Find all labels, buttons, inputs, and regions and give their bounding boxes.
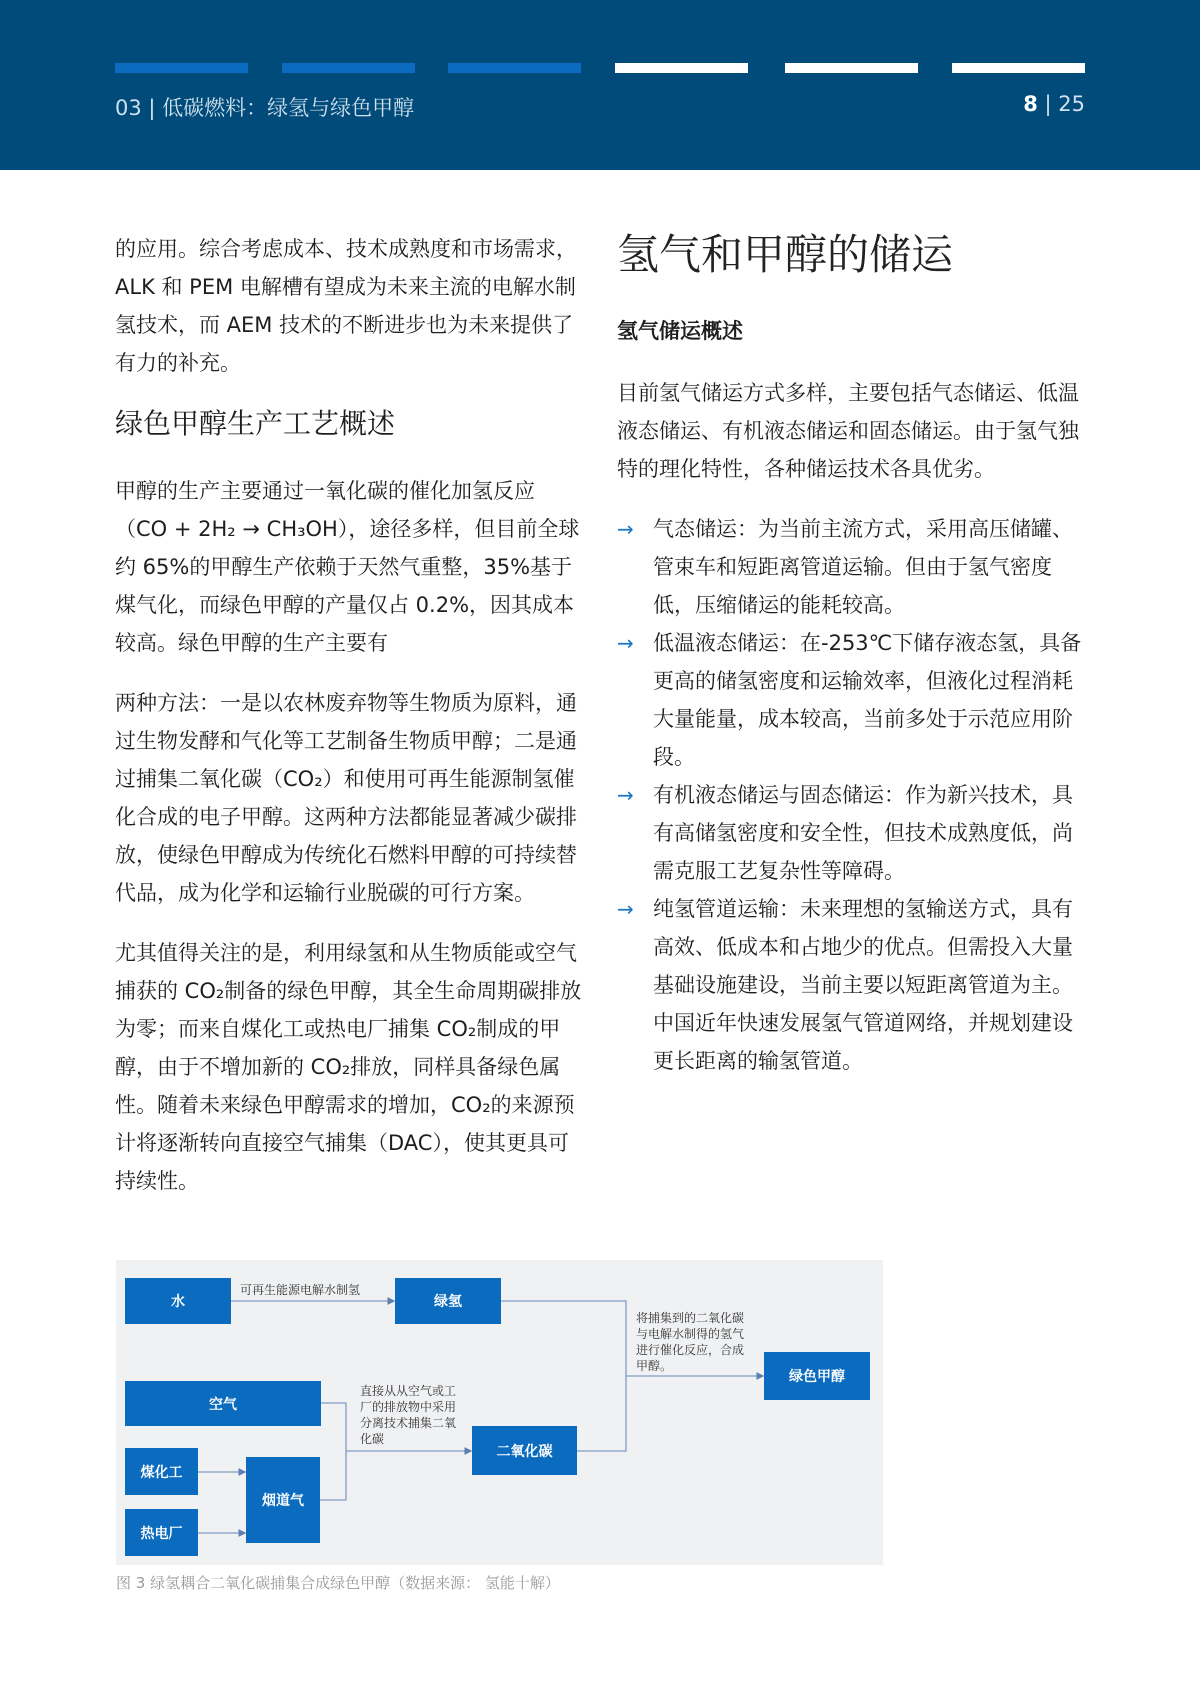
section-heading: 绿色甲醇生产工艺概述	[115, 407, 396, 440]
node-flue-gas: 烟道气	[246, 1457, 320, 1543]
node-air: 空气	[125, 1381, 321, 1426]
connector-air-flue	[320, 1403, 346, 1500]
bullet-item	[617, 890, 1087, 1080]
label-capture: 直接从从空气或工厂的排放物中采用分离技术捕集二氧化碳	[360, 1384, 457, 1446]
progress-segment	[448, 63, 581, 73]
bullet-item	[617, 624, 1087, 776]
paragraph: 的应用。综合考虑成本、技术成熟度和市场需求，ALK 和 PEM 电解槽有望成为未来主流的电解水制氢技术，而 AEM 技术的不断进步也为未来提供了有力的补充。	[115, 237, 577, 375]
right-column	[617, 228, 1087, 1080]
progress-segment	[615, 63, 748, 73]
arrow-right-icon: →	[617, 783, 634, 807]
page-number	[1023, 92, 1085, 116]
bullet-item	[617, 510, 1087, 624]
label-electrolysis: 可再生能源电解水制氢	[240, 1283, 361, 1297]
node-coal-chemical: 煤化工	[125, 1448, 198, 1495]
page-current: 8	[1023, 92, 1038, 116]
page-separator: |	[1037, 92, 1059, 116]
node-green-hydrogen: 绿氢	[395, 1278, 501, 1324]
page-header	[0, 0, 1200, 170]
progress-segment	[282, 63, 415, 73]
left-column	[115, 230, 585, 1222]
paragraph: 甲醇的生产主要通过一氧化碳的催化加氢反应（CO + 2H₂ → CH₃OH），途径多样，但目前全球约 65%的甲醇生产依赖于天然气重整，35%基于煤气化，而绿色甲醇的产量仅占 0.2%，因其成本较高。绿色甲醇的生产主要有	[115, 479, 580, 655]
progress-segment	[115, 63, 248, 73]
section-title: 03 | 低碳燃料：绿氢与绿色甲醇	[115, 96, 415, 120]
arrow-right-icon: →	[617, 897, 634, 921]
label-synthesis: 将捕集到的二氧化碳与电解水制得的氢气进行催化反应，合成甲醇。	[636, 1311, 745, 1373]
paragraph: 尤其值得关注的是，利用绿氢和从生物质能或空气捕获的 CO₂制备的绿色甲醇，其全生命周期碳排放为零；而来自煤化工或热电厂捕集 CO₂制成的甲醇，由于不增加新的 CO₂排放，同样具备绿色属性。随着未来绿色甲醇需求的增加，CO₂的来源预计将逐渐转向直接空气捕集（DAC），使其更具可持续性。	[115, 941, 582, 1193]
progress-segment	[952, 63, 1085, 73]
node-power-plant: 热电厂	[125, 1509, 198, 1556]
bullet-text: 纯氢管道运输：未来理想的氢输送方式，具有高效、低成本和占地少的优点。但需投入大量基础设施建设，当前主要以短距离管道为主。中国近年快速发展氢气管道网络，并规划建设更长距离的输氢管道。	[653, 897, 1073, 1073]
node-water: 水	[125, 1278, 231, 1324]
node-co2: 二氧化碳	[472, 1426, 577, 1475]
bullet-text: 气态储运：为当前主流方式，采用高压储罐、管束车和短距离管道运输。但由于氢气密度低，压缩储运的能耗较高。	[653, 517, 1073, 617]
node-green-methanol: 绿色甲醇	[764, 1352, 870, 1400]
figure-caption: 图 3 绿氢耦合二氧化碳捕集合成绿色甲醇（数据来源： 氢能十解）	[116, 1574, 560, 1592]
page-total: 25	[1058, 92, 1085, 116]
arrow-right-icon: →	[617, 517, 634, 541]
bullet-text: 低温液态储运：在-253℃下储存液态氢，具备更高的储氢密度和运输效率，但液化过程消耗大量能量，成本较高，当前多处于示范应用阶段。	[653, 631, 1082, 769]
bullet-text: 有机液态储运与固态储运：作为新兴技术，具有高储氢密度和安全性，但技术成熟度低，尚需克服工艺复杂性等障碍。	[653, 783, 1073, 883]
progress-segment	[785, 63, 918, 73]
page-title: 氢气和甲醇的储运	[617, 230, 954, 279]
paragraph: 目前氢气储运方式多样，主要包括气态储运、低温液态储运、有机液态储运和固态储运。由于氢气独特的理化特性，各种储运技术各具优劣。	[617, 381, 1079, 481]
subheading: 氢气储运概述	[617, 319, 743, 343]
paragraph: 两种方法：一是以农林废弃物等生物质为原料，通过生物发酵和气化等工艺制备生物质甲醇；二是通过捕集二氧化碳（CO₂）和使用可再生能源制氢催化合成的电子甲醇。这两种方法都能显著减少碳排放，使绿色甲醇成为传统化石燃料甲醇的可持续替代品，成为化学和运输行业脱碳的可行方案。	[115, 691, 577, 905]
arrow-right-icon: →	[617, 631, 634, 655]
process-diagram	[116, 1260, 883, 1565]
bullet-item	[617, 776, 1087, 890]
